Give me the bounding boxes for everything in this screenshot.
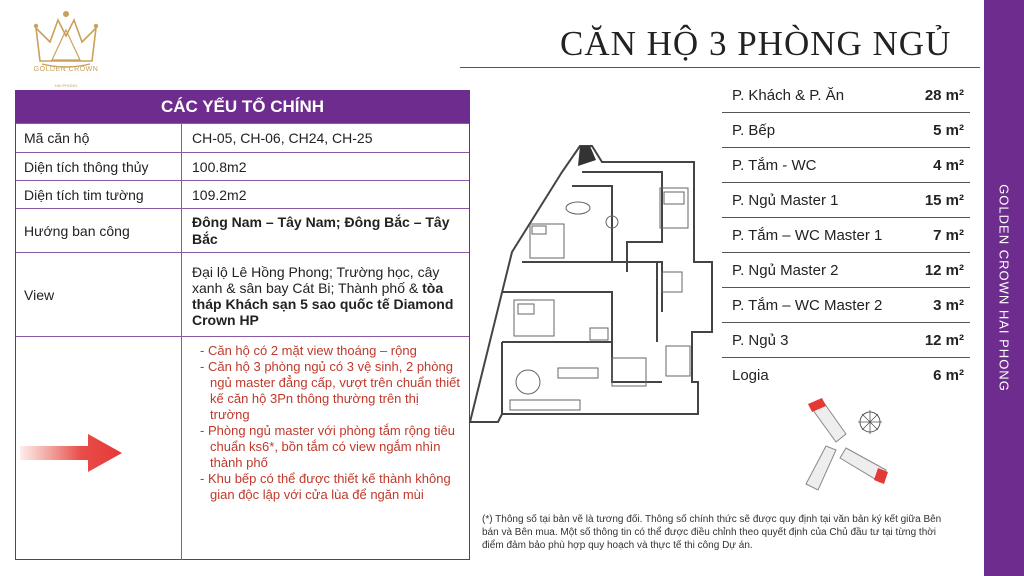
- page-title: CĂN HỘ 3 PHÒNG NGỦ: [560, 24, 952, 63]
- footnote: (*) Thông số tại bản vẽ là tương đối. Thông số chính thức sẽ được quy định tại văn bản ký kết giữa Bên bán và Bên mua. Một số thông tin có thể được điều chỉnh theo quyết định của Chủ đầu tư tại từng thời điểm đảm bảo phù hợp quy hoạch và thực tế thi công Dự án.: [482, 514, 942, 551]
- view-text-bold: tòa tháp Khách sạn 5 sao quốc tế Diamond Crown HP: [192, 279, 454, 328]
- divider: [460, 67, 980, 68]
- row-value: CH-05, CH-06, CH24, CH-25: [192, 130, 373, 146]
- room-area: 5 m²: [933, 121, 964, 139]
- room-area: 28 m²: [924, 86, 964, 104]
- room-name: P. Ngủ 3: [732, 331, 789, 349]
- room-name: P. Bếp: [732, 121, 776, 139]
- crown-logo-icon: [30, 6, 102, 88]
- list-item: [722, 253, 970, 288]
- view-text: Đại lộ Lê Hồng Phong; Trường học, cây xanh & sân bay Cát Bi; Thành phố &: [192, 263, 440, 296]
- table-row: [16, 208, 469, 252]
- room-area: 15 m²: [924, 191, 964, 209]
- list-item: [722, 323, 970, 358]
- brand-sidebar: [984, 0, 1024, 576]
- room-area-list: [722, 78, 970, 393]
- list-item: [722, 358, 970, 393]
- list-item: - Phòng ngủ master với phòng tắm rộng tiêu chuẩn ks6*, bồn tắm có view ngắm nhìn thành phố: [196, 423, 461, 471]
- table-row: [16, 180, 469, 208]
- table-row: [16, 252, 469, 336]
- floor-plan-image: [462, 132, 722, 434]
- room-name: P. Tắm - WC: [732, 156, 817, 174]
- row-value: 109.2m2: [192, 186, 247, 203]
- row-label: Hướng ban công: [16, 209, 182, 252]
- room-name: Logia: [732, 367, 769, 384]
- site-plan-image: [790, 392, 900, 500]
- room-area: 6 m²: [933, 367, 964, 384]
- room-area: 12 m²: [924, 331, 964, 349]
- advantages-list: [182, 337, 469, 503]
- key-factors-header: CÁC YẾU TỐ CHÍNH: [16, 91, 469, 123]
- row-label: Diện tích thông thủy: [16, 153, 182, 180]
- advantages-cell: [182, 337, 469, 560]
- list-item: [722, 113, 970, 148]
- room-name: P. Tắm – WC Master 1: [732, 226, 883, 244]
- room-name: P. Khách & P. Ăn: [732, 86, 845, 104]
- list-item: [722, 288, 970, 323]
- list-item: - Căn hộ 3 phòng ngủ có 3 vệ sinh, 2 phòng ngủ master đẳng cấp, vượt trên chuẩn thiết kế căn hộ 3Pn thông thường trên thị trường: [196, 359, 461, 423]
- view-value: [182, 253, 469, 336]
- row-value: 100.8m2: [192, 158, 247, 175]
- room-area: 4 m²: [933, 156, 964, 174]
- room-area: 12 m²: [924, 261, 964, 279]
- row-label: View: [16, 253, 182, 336]
- row-value: Đông Nam – Tây Nam; Đông Bắc – Tây Bắc: [192, 213, 450, 247]
- arrow-right-icon: [20, 432, 124, 474]
- room-name: P. Tắm – WC Master 2: [732, 296, 883, 314]
- room-area: 3 m²: [933, 296, 964, 314]
- logo-text: GOLDEN CROWN: [33, 66, 99, 73]
- list-item: - Căn hộ có 2 mặt view thoáng – rộng: [196, 343, 461, 359]
- room-area: 7 m²: [933, 226, 964, 244]
- list-item: [722, 183, 970, 218]
- list-item: [722, 148, 970, 183]
- list-item: [722, 78, 970, 113]
- list-item: - Khu bếp có thể được thiết kế thành không gian độc lập với cửa lùa để ngăn mùi: [196, 471, 461, 503]
- table-row: [16, 152, 469, 180]
- room-name: P. Ngủ Master 2: [732, 261, 839, 279]
- logo-subtext: HAI PHONG: [54, 83, 78, 88]
- key-factors-table: [15, 90, 470, 560]
- table-row: [16, 123, 469, 152]
- list-item: [722, 218, 970, 253]
- sidebar-brand-text: GOLDEN CROWN HAI PHONG: [996, 184, 1012, 392]
- room-name: P. Ngủ Master 1: [732, 191, 839, 209]
- row-label: Diện tích tim tường: [16, 181, 182, 208]
- row-label: Mã căn hộ: [16, 124, 182, 152]
